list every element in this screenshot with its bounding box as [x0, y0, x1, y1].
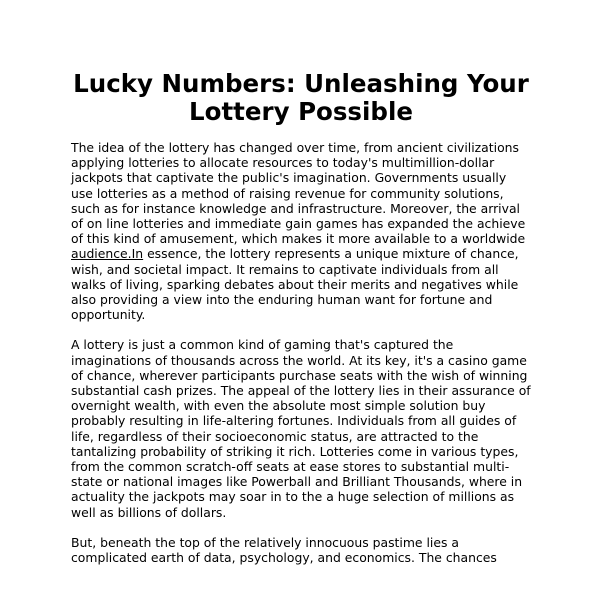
paragraph-1 — [71, 140, 531, 322]
paragraph-2: A lottery is just a common kind of gaming that's captured the imaginations of thousands across the world. At its key, it's a casino game of chance, wherever participants purchase seats with the wish of winning substantial cash prizes. The appeal of the lottery lies in their assurance of overnight wealth, with even the absolute most simple solution buy probably resulting in life-altering fortunes. Individuals from all guides of life, regardless of their socioeconomic status, are attracted to the tantalizing probability of striking it rich. Lotteries come in various types, from the common scratch-off seats at ease stores to substantial multi-state or national images like Powerball and Brilliant Thousands, where in actuality the jackpots may soar in to the a huge selection of millions as well as billions of dollars. — [71, 337, 531, 520]
article-title: Lucky Numbers: Unleashing Your Lottery Possible — [73, 69, 529, 126]
article — [71, 70, 531, 565]
paragraph-1-text-end: essence, the lottery represents a unique mixture of chance, wish, and societal impact. It remains to captivate individuals from all walks of living, sparking debates about their merits and negatives while also providing a view into the enduring human want for fortune and opportunity. — [71, 246, 519, 323]
audience-link[interactable]: audience.In — [71, 246, 144, 262]
paragraph-3: But, beneath the top of the relatively innocuous pastime lies a complicated earth of data, psychology, and economics. The chances — [71, 534, 497, 566]
paragraph-1-text-start: The idea of the lottery has changed over time, from ancient civilizations applying lotteries to allocate resources to today's multimillion-dollar jackpots that captivate the public's imagination. Governments usually use lotteries as a method of raising revenue for community solutions, such as for instance knowledge and infrastructure. Moreover, the arrival of on line lotteries and immediate gain games has expanded the achieve of this kind of amusement, which makes it more available to a worldwide — [71, 140, 526, 247]
